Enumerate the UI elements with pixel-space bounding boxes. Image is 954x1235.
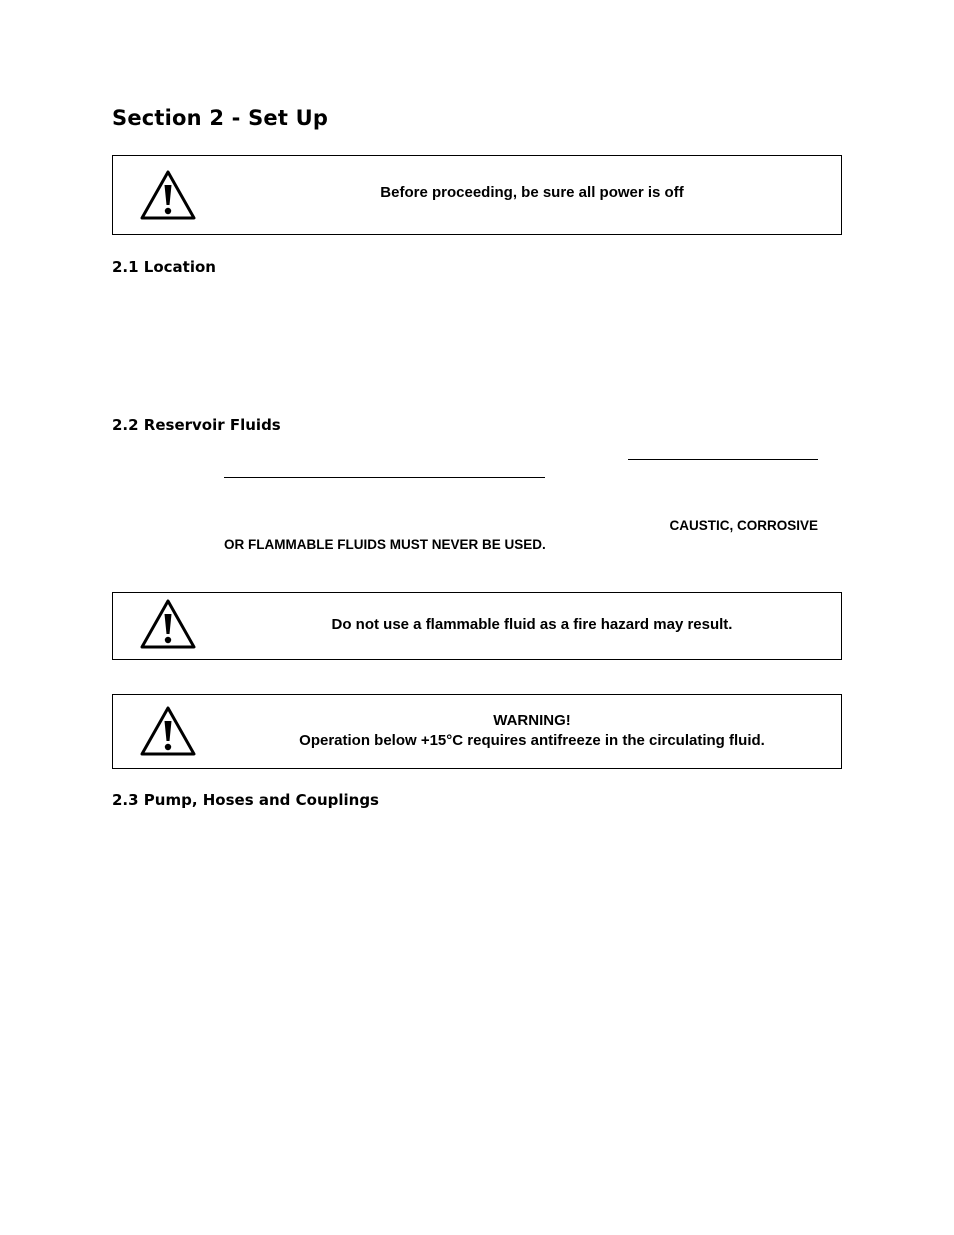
warning-box-flammable xyxy=(112,592,842,660)
section-heading-reservoir-fluids: 2.2 Reservoir Fluids xyxy=(112,416,281,434)
warning-box-antifreeze xyxy=(112,694,842,769)
warning-triangle-icon xyxy=(139,705,197,757)
section-heading-pump-hoses-couplings: 2.3 Pump, Hoses and Couplings xyxy=(112,791,379,809)
warning-heading: WARNING! xyxy=(493,712,571,729)
warning-box-power-off xyxy=(112,155,842,235)
caution-text-line2: OR FLAMMABLE FLUIDS MUST NEVER BE USED. xyxy=(224,537,546,552)
warning-triangle-icon xyxy=(139,598,197,650)
section-heading-location: 2.1 Location xyxy=(112,258,216,276)
underline-rule xyxy=(628,459,818,460)
warning-text: Before proceeding, be sure all power is off xyxy=(380,184,684,201)
page-title: Section 2 - Set Up xyxy=(112,106,329,130)
caution-text-line1: CAUSTIC, CORROSIVE xyxy=(669,518,818,533)
underline-rule xyxy=(224,477,545,478)
warning-text: Do not use a flammable fluid as a fire hazard may result. xyxy=(331,616,733,633)
warning-text: Operation below +15°C requires antifreeze in the circulating fluid. xyxy=(299,732,765,749)
warning-triangle-icon xyxy=(139,169,197,221)
